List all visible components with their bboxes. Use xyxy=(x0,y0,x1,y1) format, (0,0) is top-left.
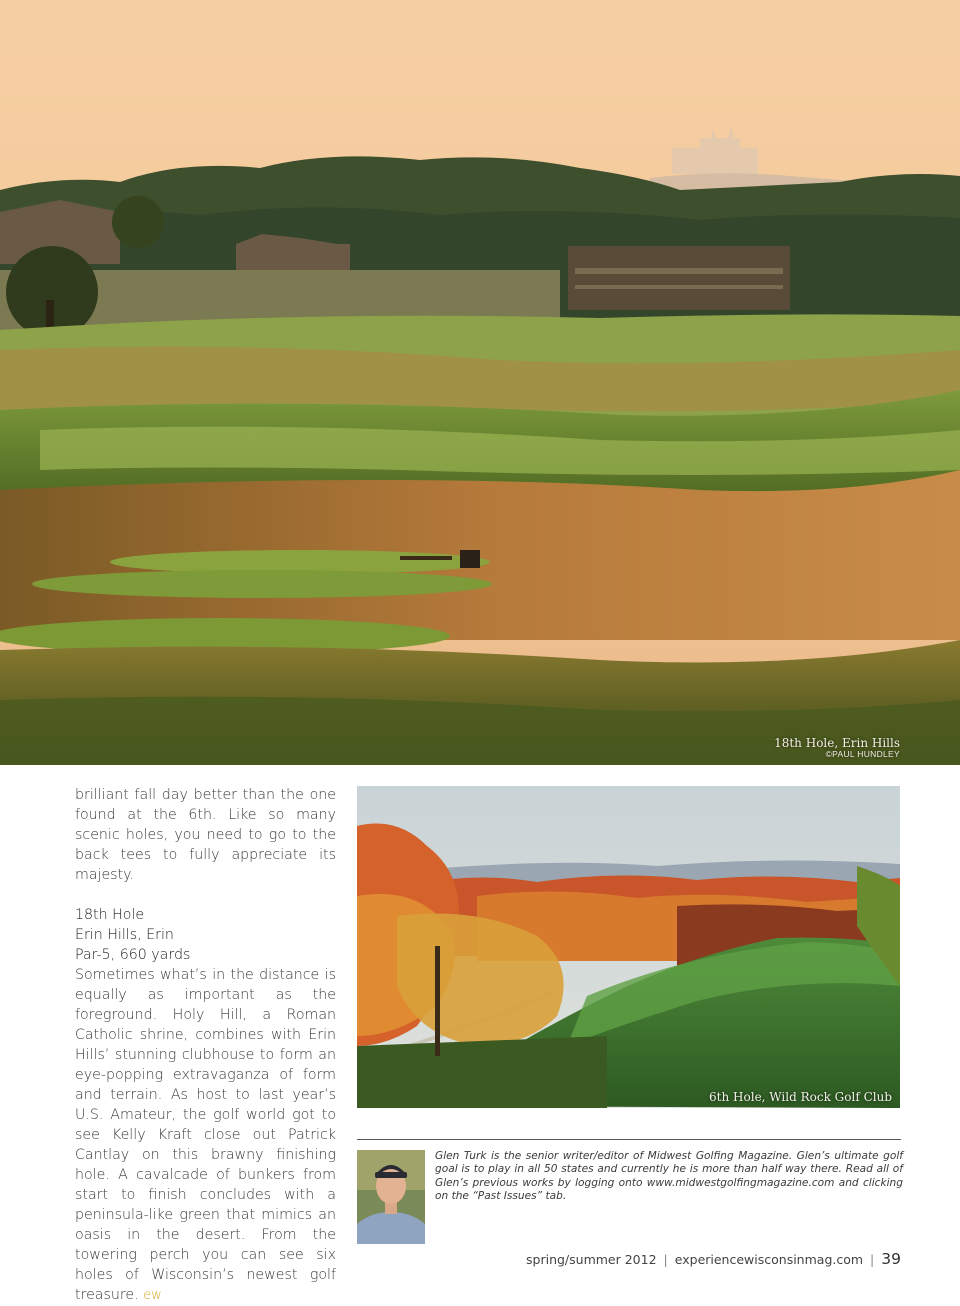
footer-separator: | xyxy=(663,1252,668,1267)
section-heading-hole: 18th Hole xyxy=(75,907,145,923)
secondary-photo xyxy=(357,786,900,1108)
section-heading-course: Erin Hills, Erin xyxy=(75,927,174,943)
article-column xyxy=(75,785,336,1306)
bio-divider xyxy=(357,1139,901,1140)
author-headshot xyxy=(357,1150,425,1244)
fall-golf-hole-image xyxy=(357,786,900,1108)
section-body xyxy=(75,965,336,1306)
photo-credit: ©PAUL HUNDLEY xyxy=(825,748,900,759)
end-mark: ew xyxy=(143,1288,162,1303)
section-heading-par: Par-5, 660 yards xyxy=(75,947,191,963)
issue-label: spring/summer 2012 xyxy=(526,1252,657,1267)
hero-photo-caption xyxy=(774,737,900,759)
author-bio: Glen Turk is the senior writer/editor of Midwest Golfing Magazine. Glen’s ultimate golf goal is to play in all 50 states and currently he is more than half way there. Read all of Glen’s previous works by logging onto www.midwestgolfingmagazine.com and clicking on the “Past Issues” tab. xyxy=(435,1150,903,1203)
photo-caption-text: 18th Hole, Erin Hills xyxy=(774,736,900,750)
page-footer xyxy=(526,1250,901,1268)
page-number: 39 xyxy=(881,1250,901,1268)
intro-paragraph: brilliant fall day better than the one found at the 6th. Like so many scenic holes, you need to go to the back tees to fully appreciate its majesty. xyxy=(75,787,336,883)
section-body-text: Sometimes what’s in the distance is equally as important as the foreground. Holy Hill, a Roman Catholic shrine, combines with Erin Hills’ stunning clubhouse to form an eye-popping extravaganza of form and terrain. As host to last year’s U.S. Amateur, the golf world got to see Kelly Kraft close out Patrick Cantlay on this brawny finishing hole. A cavalcade of bunkers from start to finish concludes with a peninsula-like green that mimics an oasis in the desert. From the towering perch you can see six holes of Wisconsin’s newest golf treasure. xyxy=(75,967,336,1303)
website-link[interactable]: experiencewisconsinmag.com xyxy=(674,1252,864,1267)
secondary-photo-caption: 6th Hole, Wild Rock Golf Club xyxy=(709,1090,892,1104)
footer-separator: | xyxy=(870,1252,875,1267)
author-portrait-image xyxy=(357,1150,425,1244)
